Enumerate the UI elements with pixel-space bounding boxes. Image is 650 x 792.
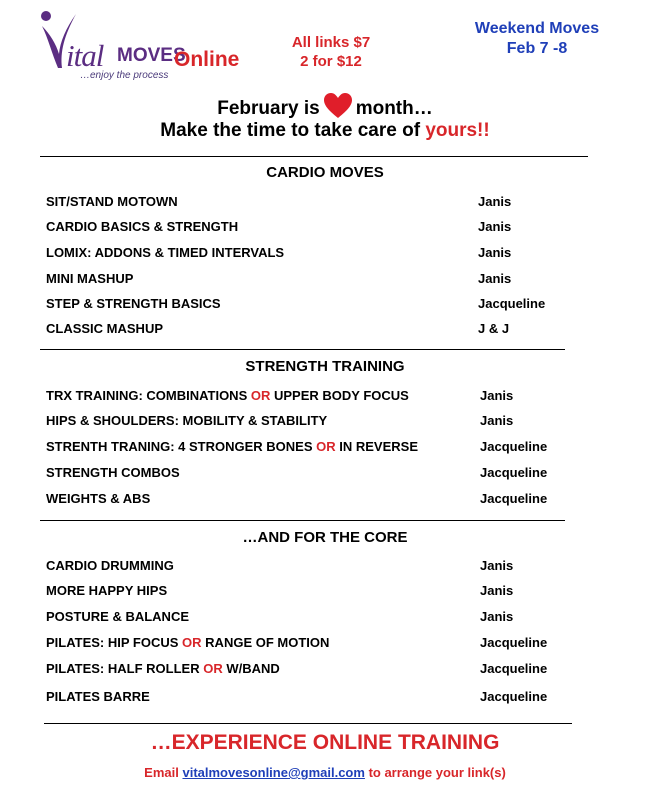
headline-line-1: [0, 93, 650, 120]
class-title: CARDIO DRUMMING: [46, 558, 174, 573]
class-instructor: Jacqueline: [480, 465, 548, 480]
headline-part2: month…: [355, 98, 433, 119]
class-title: CLASSIC MASHUP: [46, 321, 164, 336]
class-instructor: Janis: [480, 558, 514, 573]
heart-icon: [324, 93, 352, 119]
class-instructor: Jacqueline: [480, 689, 548, 704]
headline-part1: February is: [217, 98, 320, 119]
email-link[interactable]: vitalmovesonline@gmail.com: [182, 765, 365, 780]
section-title-cardio: CARDIO MOVES: [266, 164, 384, 181]
divider-bottom: [44, 723, 572, 724]
class-title: LOMIX: ADDONS & TIMED INTERVALS: [46, 245, 285, 260]
class-title: CARDIO BASICS & STRENGTH: [46, 219, 239, 234]
class-instructor: Jacqueline: [480, 635, 548, 650]
weekend-dates: Feb 7 -8: [506, 40, 568, 57]
footer-email-pre: Email: [144, 765, 179, 780]
class-title: TRX TRAINING: COMBINATIONS OR UPPER BODY FOCUS: [46, 388, 409, 403]
headline-line-2: [0, 120, 650, 142]
section-title-core: …AND FOR THE CORE: [242, 529, 408, 546]
class-instructor: Jacqueline: [480, 661, 548, 676]
divider-2: [40, 349, 565, 350]
class-instructor: Jacqueline: [480, 439, 548, 454]
weekend-title: Weekend Moves: [474, 20, 600, 37]
class-title: MINI MASHUP: [46, 271, 134, 286]
class-instructor: Janis: [480, 388, 514, 403]
class-title: SIT/STAND MOTOWN: [46, 194, 178, 209]
logo-ital-text: ital: [66, 38, 104, 73]
class-title: STRENTH TRANING: 4 STRONGER BONES OR IN REVERSE: [46, 439, 419, 454]
class-title: PILATES BARRE: [46, 689, 150, 704]
divider-3: [40, 520, 565, 521]
divider-top: [40, 156, 588, 157]
footer-email-line: [0, 765, 650, 780]
class-instructor: Janis: [478, 219, 512, 234]
class-title: STRENGTH COMBOS: [46, 465, 180, 480]
footer-email-post: to arrange your link(s): [368, 765, 506, 780]
promo-line-2: 2 for $12: [300, 53, 362, 70]
headline-line2-accent: yours!!: [425, 120, 490, 141]
class-title: PILATES: HALF ROLLER OR W/BAND: [46, 661, 280, 676]
class-instructor: Janis: [480, 609, 514, 624]
class-instructor: J & J: [478, 321, 510, 336]
logo-tagline: …enjoy the process: [80, 70, 169, 81]
class-title: WEIGHTS & ABS: [46, 491, 151, 506]
class-instructor: Janis: [480, 413, 514, 428]
class-instructor: Janis: [478, 245, 512, 260]
headline-line2-main: Make the time to take care of: [160, 120, 421, 141]
class-title: STEP & STRENGTH BASICS: [46, 296, 221, 311]
class-title: PILATES: HIP FOCUS OR RANGE OF MOTION: [46, 635, 330, 650]
footer-headline: …EXPERIENCE ONLINE TRAINING: [150, 731, 500, 754]
class-instructor: Janis: [478, 194, 512, 209]
class-instructor: Jacqueline: [480, 491, 548, 506]
class-title: HIPS & SHOULDERS: MOBILITY & STABILITY: [46, 413, 328, 428]
class-title: POSTURE & BALANCE: [46, 609, 190, 624]
logo-online-text: Online: [174, 48, 240, 71]
class-instructor: Jacqueline: [478, 296, 546, 311]
class-instructor: Janis: [480, 583, 514, 598]
promo-line-1: All links $7: [291, 34, 371, 51]
section-title-strength: STRENGTH TRAINING: [245, 358, 405, 375]
logo-moves-text: MOVES: [117, 45, 186, 66]
class-title: MORE HAPPY HIPS: [46, 583, 168, 598]
class-instructor: Janis: [478, 271, 512, 286]
